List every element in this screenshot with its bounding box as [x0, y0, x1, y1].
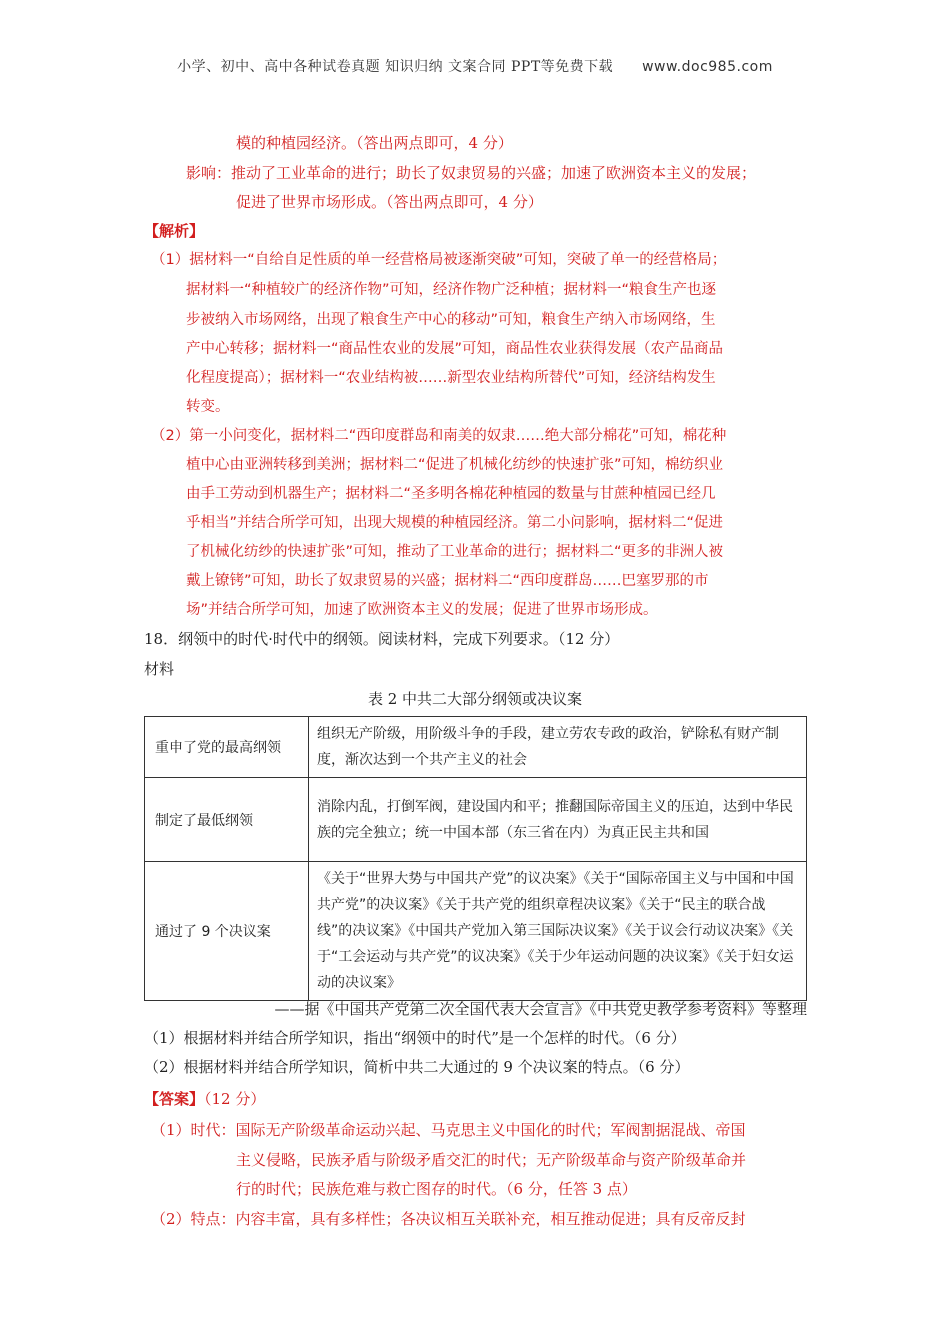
row-content: 消除内乱，打倒军阀，建设国内和平；推翻国际帝国主义的压迫，达到中华民族的完全独立；统一中国本部（东三省在内）为真正民主共和国 — [309, 778, 807, 862]
material-label: 材料 — [144, 660, 175, 678]
answer-cont-line-1: 模的种植园经济。（答出两点即可，4 分） — [236, 134, 513, 152]
table-row — [145, 862, 807, 1001]
sub-question-2: （2）根据材料并结合所学知识，简析中共二大通过的 9 个决议案的特点。（6 分） — [144, 1058, 690, 1076]
analysis-line-4: 产中心转移；据材料一“商品性农业的发展”可知，商品性农业获得发展（农产品商品 — [186, 341, 724, 357]
analysis-line-8: 植中心由亚洲转移到美洲；据材料二“促进了机械化纺纱的快速扩张”可知，棉纺织业 — [186, 457, 724, 473]
analysis-line-2: 据材料一“种植较广的经济作物”可知，经济作物广泛种植；据材料一“粮食生产也逐 — [186, 282, 717, 298]
analysis-line-13: 场”并结合所学可知，加速了欧洲资本主义的发展；促进了世界市场形成。 — [186, 602, 658, 618]
answer-1-line-3: 行的时代；民族危难与救亡图存的时代。（6 分，任答 3 点） — [236, 1180, 637, 1198]
page-header — [0, 56, 950, 76]
row-label: 制定了最低纲领 — [145, 778, 309, 862]
sub-question-1: （1）根据材料并结合所学知识，指出“纲领中的时代”是一个怎样的时代。（6 分） — [144, 1029, 686, 1047]
answer-heading — [144, 1090, 265, 1108]
analysis-line-3: 步被纳入市场网络，出现了粮食生产中心的移动”可知，粮食生产纳入市场网络，生 — [186, 312, 716, 328]
answer-2-line-1: （2）特点：内容丰富，具有多样性；各决议相互关联补充，相互推动促进；具有反帝反封 — [151, 1210, 746, 1228]
table-row — [145, 778, 807, 862]
row-label: 通过了 9 个决议案 — [145, 862, 309, 1001]
answer-1-line-2: 主义侵略，民族矛盾与阶级矛盾交汇的时代；无产阶级革命与资产阶级革命并 — [236, 1151, 747, 1169]
question-18-stem: 18．纲领中的时代·时代中的纲领。阅读材料，完成下列要求。（12 分） — [144, 630, 620, 648]
analysis-tag: 【解析】 — [144, 222, 205, 240]
answer-cont-line-3: 促进了世界市场形成。（答出两点即可，4 分） — [236, 193, 543, 211]
material-source: ——据《中国共产党第二次全国代表大会宣言》《中共党史教学参考资料》等整理 — [274, 1000, 807, 1018]
analysis-line-9: 由手工劳动到机器生产；据材料二“圣多明各棉花种植园的数量与甘蔗种植园已经几 — [186, 486, 716, 502]
row-content: 《关于“世界大势与中国共产党”的议决案》《关于“国际帝国主义与中国和中国共产党”的决议案》《关于共产党的组织章程决议案》《关于“民主的联合战线”的决议案》《中国共产党加入第三国际决议案》《关于议会行动议决案》《关于“工会运动与共产党”的议决案》《关于少年运动问题的决议案》《关于妇女运动的决议案》 — [309, 862, 807, 1001]
table-row — [145, 717, 807, 778]
answer-cont-line-2: 影响：推动了工业革命的进行；助长了奴隶贸易的兴盛；加速了欧洲资本主义的发展； — [186, 164, 757, 182]
answer-tag: 【答案】 — [144, 1090, 205, 1108]
analysis-line-6: 转变。 — [186, 399, 230, 415]
analysis-line-7: （2）第一小问变化，据材料二“西印度群岛和南美的奴隶……绝大部分棉花”可知，棉花种 — [151, 428, 727, 444]
row-content: 组织无产阶级，用阶级斗争的手段，建立劳农专政的政治，铲除私有财产制度，渐次达到一个共产主义的社会 — [309, 717, 807, 778]
analysis-line-12: 戴上镣铐”可知，助长了奴隶贸易的兴盛；据材料二“西印度群岛……巴塞罗那的市 — [186, 573, 709, 589]
header-url[interactable]: www.doc985.com — [642, 59, 773, 75]
header-text: 小学、初中、高中各种试卷真题 知识归纳 文案合同 PPT等免费下载 — [177, 59, 614, 75]
table-caption: 表 2 中共二大部分纲领或决议案 — [367, 690, 583, 708]
analysis-line-5: 化程度提高）；据材料一“农业结构被……新型农业结构所替代”可知，经济结构发生 — [186, 370, 716, 386]
program-table — [144, 716, 807, 1001]
answer-1-line-1: （1）时代：国际无产阶级革命运动兴起、马克思主义中国化的时代；军阀割据混战、帝国 — [151, 1121, 746, 1139]
analysis-line-10: 乎相当”并结合所学可知，出现大规模的种植园经济。第二小问影响，据材料二“促进 — [186, 515, 724, 531]
answer-score: （12 分） — [204, 1090, 266, 1108]
row-label: 重申了党的最高纲领 — [145, 717, 309, 778]
analysis-line-1: （1）据材料一“自给自足性质的单一经营格局被逐渐突破”可知，突破了单一的经营格局； — [151, 252, 727, 268]
analysis-line-11: 了机械化纺纱的快速扩张”可知，推动了工业革命的进行；据材料二“更多的非洲人被 — [186, 544, 724, 560]
